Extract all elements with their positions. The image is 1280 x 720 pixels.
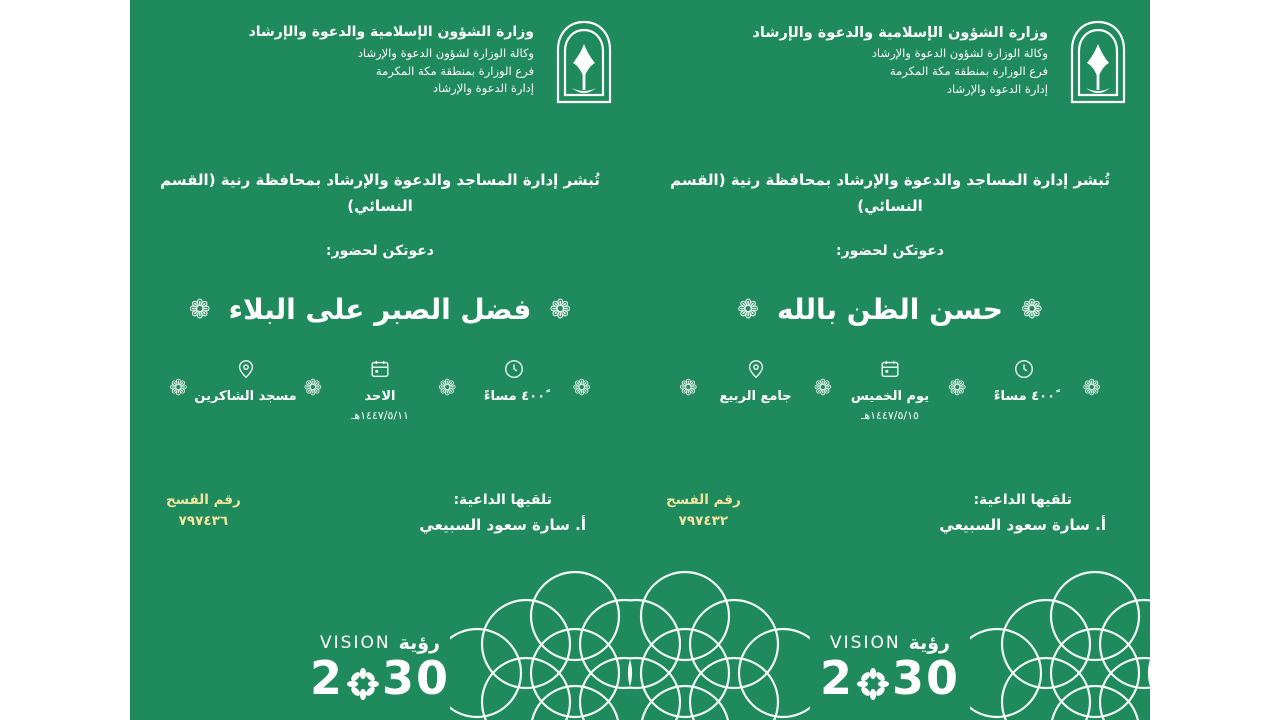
calendar-icon xyxy=(838,356,942,382)
lecture-title-row xyxy=(650,293,1130,326)
meta-separator: ❁ xyxy=(169,376,188,401)
meta-separator: ❁ xyxy=(948,376,967,401)
geometric-pattern-icon xyxy=(630,570,810,720)
geometric-pattern-icon xyxy=(970,570,1150,720)
announcement-text: تُبشر إدارة المساجد والدعوة والإرشاد بمحافظة رنية (القسم النسائي) xyxy=(670,171,1110,215)
card-footer-secondary xyxy=(130,492,630,534)
card-header-secondary xyxy=(140,18,620,108)
vision-word-en: VISION xyxy=(830,632,901,653)
lecture-title: فضل الصبر على البلاء xyxy=(228,293,532,326)
left-letterbox xyxy=(0,0,130,720)
meta-item-location xyxy=(194,356,298,408)
invitation-card-secondary xyxy=(130,0,630,720)
ornament-icon-right: ❁ xyxy=(549,294,572,325)
meta-time-label: ٤٠٠ً مساءً xyxy=(993,389,1056,404)
presenter-name: أ. سارة سعود السبيعي xyxy=(419,516,586,534)
vision-year-right: 30 xyxy=(892,650,961,705)
vision-word-ar: رؤية xyxy=(398,631,440,654)
meta-separator: ❁ xyxy=(303,376,322,401)
ministry-line-2: وكالة الوزارة لشؤون الدعوة والإرشاد xyxy=(871,46,1048,61)
ministry-emblem-icon xyxy=(548,18,620,108)
bottom-decoration-band-primary xyxy=(630,570,1150,720)
meta-item-time xyxy=(462,356,566,408)
ministry-emblem-icon xyxy=(1062,18,1134,108)
meta-item-time xyxy=(972,356,1076,408)
ministry-line-3: فرع الوزارة بمنطقة مكة المكرمة xyxy=(889,64,1048,79)
presenter-name: أ. سارة سعود السبيعي xyxy=(939,516,1106,534)
vision-year-left: 2 xyxy=(309,650,344,705)
meta-item-date xyxy=(838,356,942,424)
clock-icon xyxy=(972,356,1076,382)
meta-date-label: يوم الخميس xyxy=(850,389,930,404)
vision-flower-icon xyxy=(346,661,380,695)
permit-label: رقم الفسح xyxy=(666,492,741,508)
presenter-label: تلقيها الداعية: xyxy=(453,492,552,508)
card-body-secondary xyxy=(130,168,630,424)
ministry-text-block-secondary xyxy=(249,18,534,98)
geometric-pattern-icon xyxy=(450,570,630,720)
ministry-line-4: إدارة الدعوة والإرشاد xyxy=(946,82,1048,97)
location-pin-icon xyxy=(704,356,808,382)
vision-2030-logo xyxy=(819,631,961,705)
presenter-label: تلقيها الداعية: xyxy=(973,492,1072,508)
announcement-text: تُبشر إدارة المساجد والدعوة والإرشاد بمحافظة رنية (القسم النسائي) xyxy=(160,171,600,215)
meta-separator: ❁ xyxy=(813,376,832,401)
meta-item-location xyxy=(704,356,808,408)
location-pin-icon xyxy=(194,356,298,382)
meta-separator: ❁ xyxy=(438,376,457,401)
permit-label: رقم الفسح xyxy=(166,492,241,508)
right-letterbox xyxy=(1150,0,1280,720)
meta-item-date xyxy=(328,356,432,424)
card-body-primary xyxy=(630,168,1150,424)
presenter-block xyxy=(419,492,604,534)
ministry-line-3: فرع الوزارة بمنطقة مكة المكرمة xyxy=(375,63,534,78)
event-meta-row-primary xyxy=(650,356,1130,424)
meta-time-label: ٤٠٠ً مساءً xyxy=(483,389,546,404)
bottom-decoration-band-secondary xyxy=(130,570,630,720)
invite-label: دعوتكن لحضور: xyxy=(836,243,944,259)
meta-separator: ❁ xyxy=(572,376,591,401)
vision-flower-icon xyxy=(856,661,890,695)
card-footer-primary xyxy=(630,492,1150,534)
meta-date-label: الاحد xyxy=(364,389,396,404)
lecture-title: حسن الظن بالله xyxy=(777,293,1003,326)
permit-block xyxy=(156,492,241,529)
meta-location-label: جامع الربيع xyxy=(719,389,792,404)
ornament-icon-left: ❁ xyxy=(188,294,211,325)
vision-year-left: 2 xyxy=(819,650,854,705)
event-meta-row-secondary xyxy=(150,356,610,424)
clock-icon xyxy=(462,356,566,382)
ministry-line-4: إدارة الدعوة والإرشاد xyxy=(432,81,534,96)
permit-number: ٧٩٧٤٣٦ xyxy=(178,513,229,529)
permit-number: ٧٩٧٤٣٢ xyxy=(678,513,729,529)
permit-block xyxy=(656,492,741,529)
invite-label: دعوتكن لحضور: xyxy=(326,243,434,259)
meta-separator: ❁ xyxy=(1082,376,1101,401)
lecture-title-row xyxy=(150,293,610,326)
ornament-icon-left: ❁ xyxy=(737,294,760,325)
ministry-line-1: وزارة الشؤون الإسلامية والدعوة والإرشاد xyxy=(752,25,1048,41)
ornament-icon-right: ❁ xyxy=(1020,294,1043,325)
vision-word-ar: رؤية xyxy=(908,631,950,654)
meta-separator: ❁ xyxy=(679,376,698,401)
invitation-card-primary xyxy=(630,0,1150,720)
vision-2030-logo xyxy=(309,631,451,705)
meta-date-sub: ١٤٤٧/٥/١٥هـ xyxy=(861,408,919,422)
meta-date-sub: ١٤٤٧/٥/١١هـ xyxy=(351,408,409,422)
meta-location-label: مسجد الشاكرين xyxy=(194,389,297,404)
ministry-line-1: وزارة الشؤون الإسلامية والدعوة والإرشاد xyxy=(248,24,534,40)
ministry-line-2: وكالة الوزارة لشؤون الدعوة والإرشاد xyxy=(357,45,534,60)
vision-year-right: 30 xyxy=(382,650,451,705)
card-header-primary xyxy=(646,18,1134,108)
calendar-icon xyxy=(328,356,432,382)
presenter-block xyxy=(939,492,1124,534)
vision-word-en: VISION xyxy=(320,632,391,653)
ministry-text-block-primary xyxy=(752,18,1048,99)
